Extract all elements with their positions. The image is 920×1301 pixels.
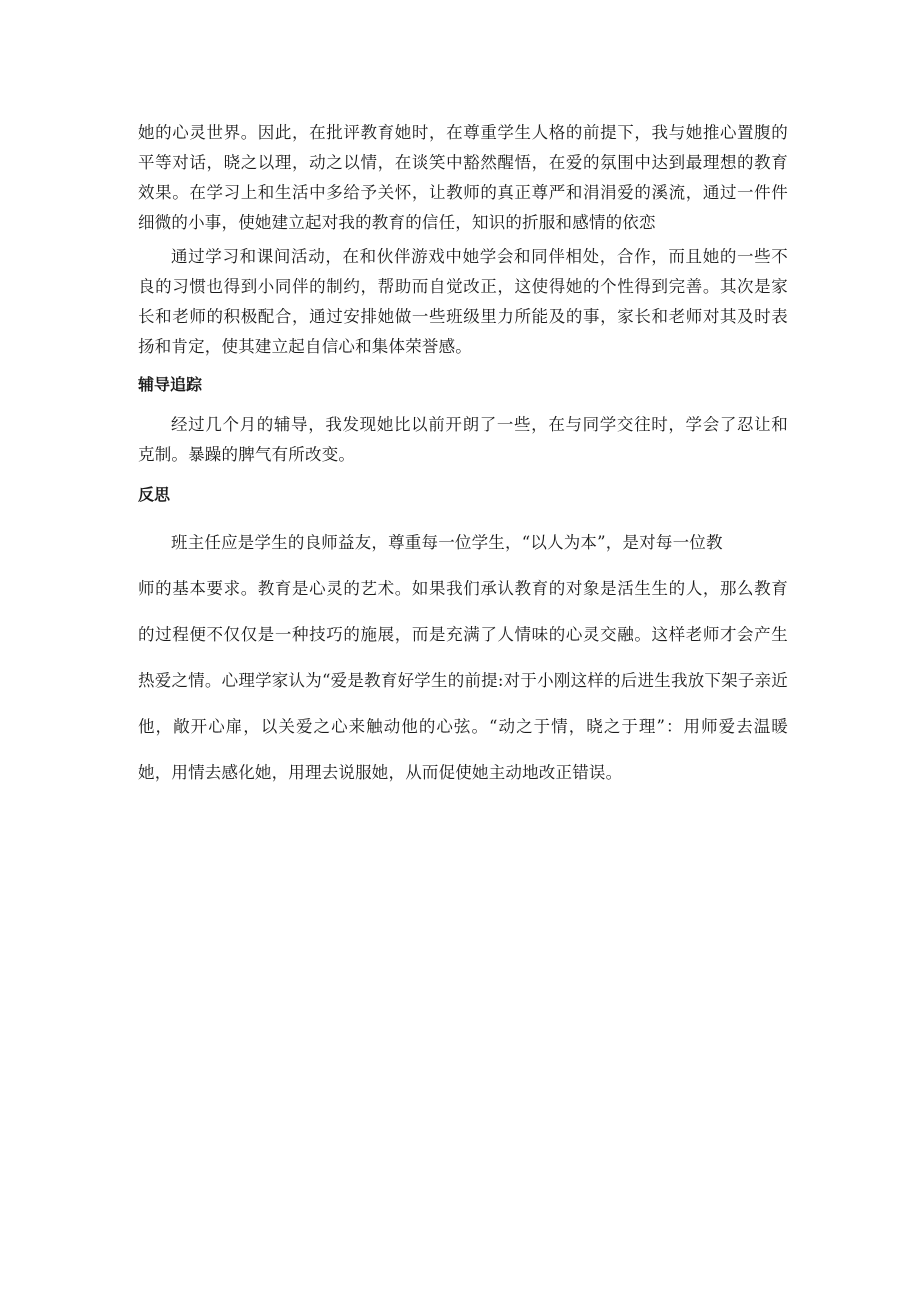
heading-follow-up: 辅导追踪 — [138, 375, 203, 394]
reflection-body: 师的基本要求。教育是心灵的艺术。如果我们承认教育的对象是活生生的人，那么教育的过程便不仅仅是一种技巧的施展，而是充满了人情味的心灵交融。这样老师才会产生热爱之情。心理学家认为“爱是教育好学生的前提:对于小刚这样的后进生我放下架子亲近他，敞开心扉，以关爱之心来触动他的心弦。“动之于情，晓之于理”：用师爱去温暖她，用情去感化她，用理去说服她，从而促使她主动地改正错误。 — [138, 579, 788, 782]
document-page — [138, 118, 788, 796]
paragraph-follow-up: 经过几个月的辅导，我发现她比以前开朗了一些，在与同学交往时，学会了忍让和克制。暴躁的脾气有所改变。 — [138, 415, 788, 464]
heading-reflection: 反思 — [138, 485, 171, 504]
reflection-first-line: 班主任应是学生的良师益友，尊重每一位学生，“以人为本”，是对每一位教 — [171, 533, 723, 552]
paragraph-intro-continued: 她的心灵世界。因此，在批评教育她时，在尊重学生人格的前提下，我与她推心置腹的平等对话，晓之以理，动之以情，在谈笑中豁然醒悟，在爱的氛围中达到最理想的教育效果。在学习上和生活中多给予关怀，让教师的真正尊严和涓涓爱的溪流，通过一件件细微的小事，使她建立起对我的教育的信任，知识的折服和感情的依恋 — [138, 123, 788, 232]
paragraph-peer-activities: 通过学习和课间活动，在和伙伴游戏中她学会和同伴相处，合作，而且她的一些不良的习惯也得到小同伴的制约，帮助而自觉改正，这使得她的个性得到完善。其次是家长和老师的积极配合，通过安排她做一些班级里力所能及的事，家长和老师对其及时表扬和肯定，使其建立起自信心和集体荣誉感。 — [138, 247, 788, 356]
paragraph-reflection — [138, 520, 788, 796]
